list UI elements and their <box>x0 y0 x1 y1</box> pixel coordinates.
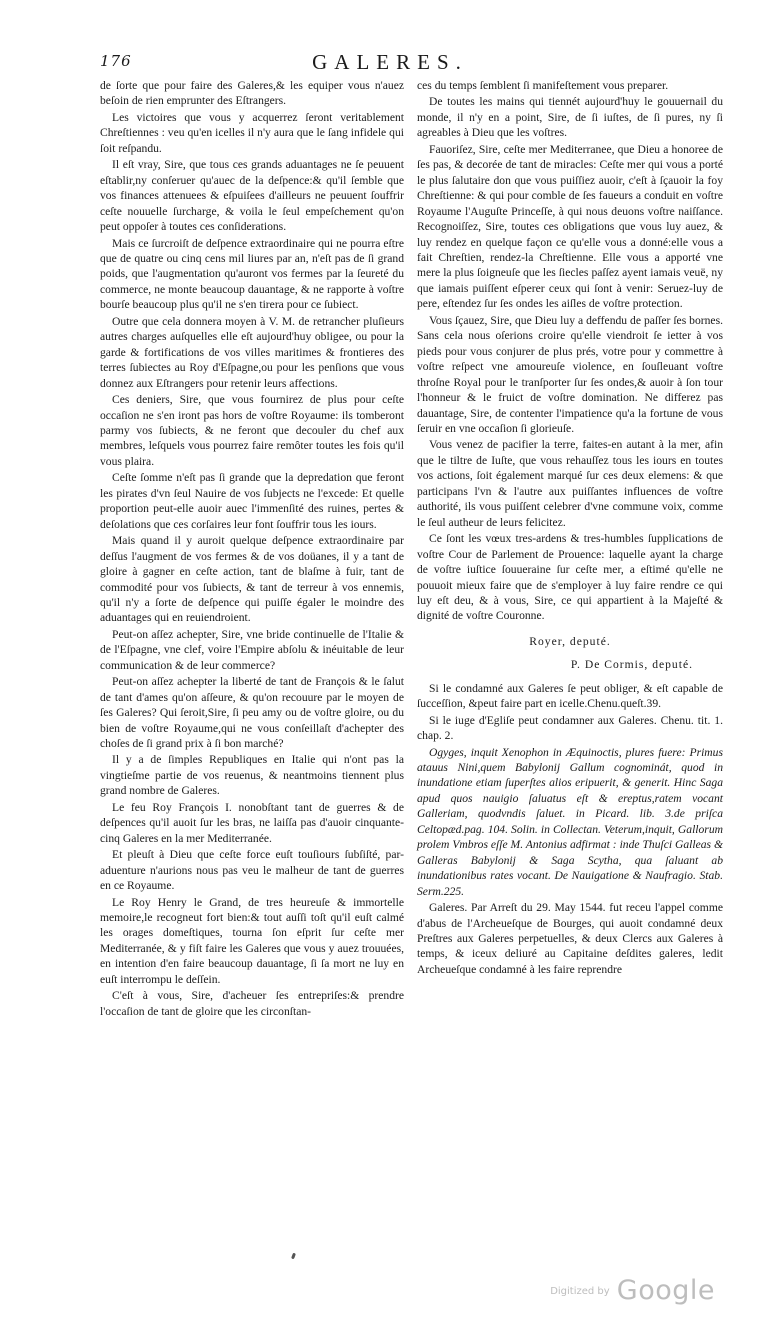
paragraph: Ces deniers, Sire, que vous fournirez de plus pour ceſte occaſion ne s'en iront pas hors de voſtre Royaume: ils tomberont parmy vos ſubiects, & ne feront que decouler du chef aux membres, leſquels vous pourrez faire remôter toutes les fois qu'il vous plaira. <box>100 393 404 468</box>
running-head: GALERES. <box>312 50 468 74</box>
paragraph: C'eſt à vous, Sire, d'acheuer ſes entrepriſes:& prendre l'occaſion de tant de gloire que les circonſtan- <box>100 989 404 1018</box>
paragraph: Les victoires que vous y acquerrez ſeront veritablement Chreſtiennes : veu qu'en icelles il n'y aura que le ſang infidele qui ſoit reſpandu. <box>100 110 404 155</box>
paragraph: Ceſte ſomme n'eſt pas ſi grande que la depredation que feront les pirates d'vn ſeul Nauire de vos ſubjects ne l'excede: Et quelle proportion peut-elle auoir auec l'immenſité des ruines, pertes & deſolations que ces corſaires leur font ſouffrir tous les iours. <box>100 471 404 531</box>
google-watermark <box>550 1275 715 1306</box>
paragraph: Vous venez de pacifier la terre, faites-en autant à la mer, afin que le tiltre de Iuſte, que vous rehauſſez tous les iours en toutes vos actions, ſoit également marqué ſur ces deux elemens: & que participans l'vn & l'autre aux puiſſantes influences de voſtre authorité, ils vous puiſſent celebrer d'vne commune voix, comme le ſeul autheur de leurs felicitez. <box>417 438 723 529</box>
paragraph: Le Roy Henry le Grand, de tres heureuſe & immortelle memoire,le recogneut fort bien:& tout auſſi toſt qu'il euſt calmé les orages domeſtiques, tourna ſon eſprit ſur ceſte mer Mediterranée, & y fiſt faire les Galeres que vous y auez trouuées, en intention d'en faire beaucoup dauantage, ſi ſa mort ne luy en euſt interrompu le deſſein. <box>100 895 404 986</box>
paragraph: Si le condamné aux Galeres ſe peut obliger, & eſt capable de ſucceſſion, &peut faire part en icelle.Chenu.queſt.39. <box>417 681 723 711</box>
watermark-prefix: Digitized by <box>550 1286 610 1297</box>
paragraph: Outre que cela donnera moyen à V. M. de retrancher pluſieurs autres charges auſquelles elle eſt aujourd'huy obligee, ou pour la garde & fortifications de vos villes maritimes & frontieres des terres ſubiectes au Roy d'Eſpagne,ou pour les penſions que vous donnez aux Eſtrangers pour retenir leurs affections. <box>100 314 404 390</box>
paragraph: Peut-on aſſez achepter, Sire, vne bride continuelle de l'Italie & de l'Eſpagne, vne clef, voire l'Empire abſolu & inéuitable de leur communication & de leur commerce? <box>100 627 404 672</box>
paragraph: de ſorte que pour faire des Galeres,& les equiper vous n'auez beſoin de rien emprunter des Eſtrangers. <box>100 79 404 108</box>
latin-quotation: Ogyges, inquit Xenophon in Æquinoctis, plures fuere: Primus atauus Nini,quem Babylonij Gallum cognominát, quod in inundatione etiam ſuperſtes alios eripuerit, & generit. Hinc Saga apud quos nauigio ſaluatus eſt & ereptus,ratem vocant Galleriam, quodvndis ſaluet. in Picard. lib. 3.de priſca Celtopæd.pag. 104. Solin. in Collectan. Veterum,inquit, Gallorum prolem Vmbros eſſe M. Antonius adfirmat : inde Thuſci Galleas & Galleras Babylonij & Saga Scytha, qua ſaluant ab inundationibus rates vocant. De Nauigatione & Naufragio. Stab. Serm.225. <box>417 745 723 898</box>
signature-royer: Royer, deputé. <box>529 634 611 648</box>
paragraph: Il eſt vray, Sire, que tous ces grands aduantages ne ſe peuuent eſtablir,ny conſeruer qu'auec de la deſpence:& qu'il ſemble que vos finances attenuees & eſpuiſees d'ailleurs ne peuuent ſouffrir ceſte nouuelle ſurcharge, & voila le ſeul empeſchement qu'on peut oppoſer à toutes ces conſiderations. <box>100 158 404 234</box>
paragraph: Mais ce ſurcroiſt de deſpence extraordinaire qui ne pourra eſtre que de quatre ou cinq cens mil liures par an, n'eſt pas de ſi grand poids, que l'augmentation qu'auront vos fermes par la ſeureté du commerce, ne monte beaucoup dauantage, & ne rapporte à voſtre bourſe beaucoup plus qu'il ne s'en tirera pour ce ſubiect. <box>100 236 404 312</box>
right-column <box>417 78 723 978</box>
signature-cormis: P. De Cormis, deputé. <box>570 658 693 672</box>
paragraph: Et pleuſt à Dieu que ceſte force euſt touſiours ſubſiſté, par-aduenture n'aurions nous pas veu le malheur de tant de guerres en ce Royaume. <box>100 848 404 893</box>
ink-mark <box>291 1253 296 1260</box>
google-logo: Google <box>616 1275 715 1306</box>
paragraph: Le feu Roy François I. nonobſtant tant de guerres & de deſpences qu'il auoit ſur les bras, ne laiſſa pas d'auoir cinquante-cinq Galeres en la mer Mediterranée. <box>100 800 404 845</box>
paragraph: Ce ſont les vœux tres-ardens & tres-humbles ſupplications de voſtre Cour de Parlement de Prouence: laquelle ayant la charge de voſtre iuſtice ſouueraine ſur ceſte mer, a eſtimé qu'elle ne pouuoit mieux faire que de s'employer à luy faire rendre ce qui luy eſt deu, & à vous, Sire, ce qui appartient à la Majeſté & dignité de voſtre Couronne. <box>417 532 723 623</box>
left-column <box>100 78 404 1020</box>
paragraph-continuation: ces du temps ſemblent ſi manifeſtement vous preparer. <box>417 79 669 92</box>
paragraph: Il y a de ſimples Republiques en Italie qui n'ont pas la vingtieſme partie de vos reuenus, & neantmoins tiennent plus grand nombre de Galeres. <box>100 753 404 798</box>
paragraph: Fauoriſez, Sire, ceſte mer Mediterranee, que Dieu a honoree de ſes pas, & decorée de tant de miracles: Ceſte mer qui vous a porté le plus ſalutaire don que vous puiſſiez auoir, c'eſt à ſçauoir la foy Chreſtienne: & qui pour comble de ſes faueurs a conduit en voſtre Royaume l'Auguſte Princeſſe, à qui nous deuons voſtre naiſſance. Recognoiſſez, Sire, toutes ces obligations que vous luy auez, & luy rendez en quelque façon ce qu'elle vous a donné:elle vous a fait Chreſtien, rendez-la Chreſtienne. Elle vous a apporté vne mere la plus ſoigneuſe que les ſiecles paſſez ayent iamais veuë, ny que iamais puiſſent eſperer ceux qui ſont à venir: Seruez-luy de pere, eſtendez ſur ſes ondes les aiſles de voſtre protection. <box>417 142 723 311</box>
paragraph: Mais quand il y auroit quelque deſpence extraordinaire par deſſus l'augment de vos fermes & de vos doüanes, il y a tant de gloire à gagner en ceſte action, tant de blaſme à fuir, tant de commodité pour vos ſubiects, & tant de terreur à vos ennemis, qu'il n'y a ſorte de deſpence qui puiſſe égaler le moindre des aduantages qui en reuiendroient. <box>100 534 404 625</box>
paragraph: Si le iuge d'Egliſe peut condamner aux Galeres. Chenu. tit. 1. chap. 2. <box>417 713 723 743</box>
paragraph: Peut-on aſſez achepter la liberté de tant de François & le ſalut de tant d'ames qu'on aſſeure, & qu'on recouure par le moyen de ſes Galeres? Qui ſeroit,Sire, ſi peu amy ou de voſtre gloire, ou du bien de voſtre Royaume,qui ne vous conſeillaſt d'achepter des choſes de ſi grand prix à ſi bon marché? <box>100 675 404 751</box>
paragraph: De toutes les mains qui tiennét aujourd'huy le gouuernail du monde, il n'y en a point, Sire, de ſi iuſtes, de ſi pures, ny ſi agreables à Dieu que les voſtres. <box>417 95 723 140</box>
paragraph: Galeres. Par Arreſt du 29. May 1544. fut receu l'appel comme d'abus de l'Archeueſque de Bourges, qui auoit condamné deux Preſtres aux Galeres perpetuelles, & deux Clercs aux Galeres à temps, & iceux deliuré au Capitaine deſdites galeres, ledit Archeueſque condamné à les faire reprendre <box>417 901 723 976</box>
paragraph: Vous ſçauez, Sire, que Dieu luy a deffendu de paſſer ſes bornes. Sans cela nous oſerions croire qu'elle viendroit ſe ietter à vos pieds pour vous conjurer de plus prés, votre pour y commettre à voſtre reſpect vne amoureuſe violence, en ſouſleuant voſtre throſne Royal pour le tranſporter ſur ſes ondes,& auoir à ſon tour l'honneur & le fruict de voſtre domination. Ne differez pas dauantage, Sire, de contenter l'impatience qu'a la fortune de vous ſeruir en vne occaſion ſi glorieuſe. <box>417 313 723 435</box>
page-header <box>100 52 680 78</box>
page-number: 176 <box>100 52 132 70</box>
